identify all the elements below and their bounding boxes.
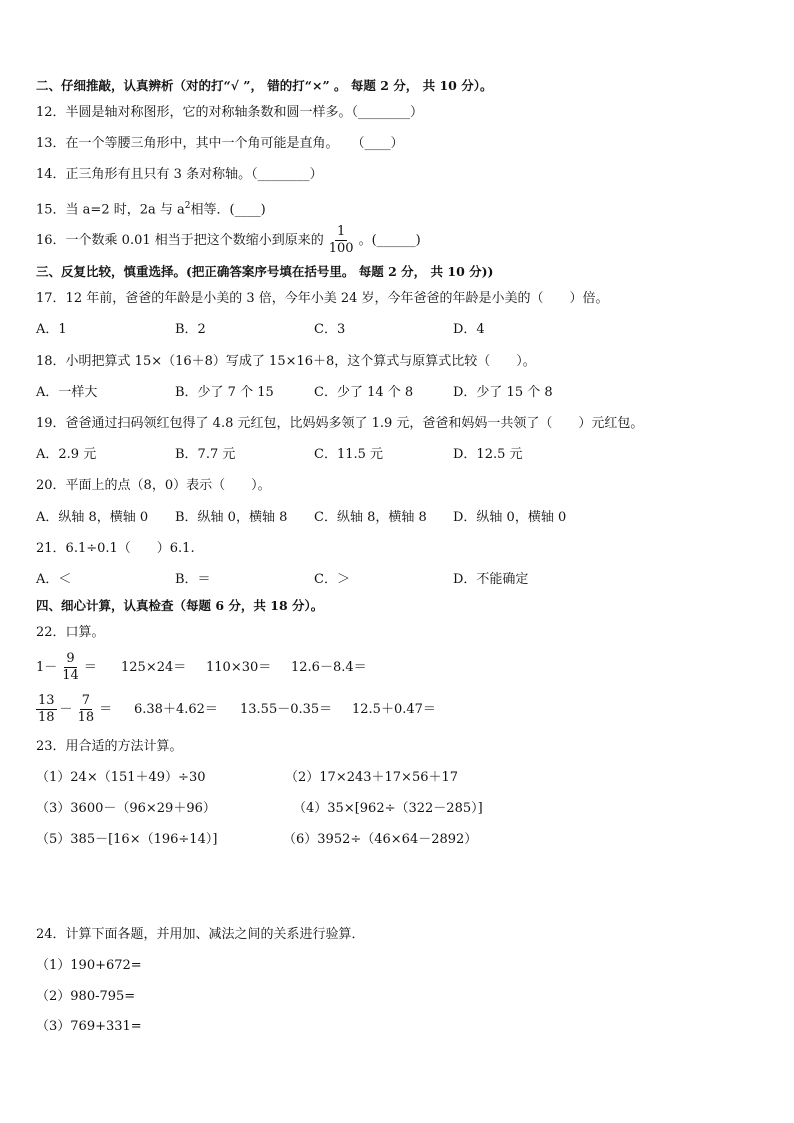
q23-item-3: （3）3600－（96×29＋96） (36, 801, 216, 816)
q22-row1-fraction-item (36, 650, 97, 686)
q20-option-c: C．纵轴 8，横轴 8 (314, 510, 427, 525)
q24-item-1: （1）190+672= (36, 958, 142, 973)
q23-item-1: （1）24×（151＋49）÷30 (36, 770, 206, 785)
q22-r2-denominator-1: 18 (38, 710, 55, 725)
q17-option-c: C．3 (314, 322, 346, 337)
q24-item-3: （3）769+331= (36, 1019, 142, 1034)
question-19: 19．爸爸通过扫码领红包得了 4.8 元红包，比妈妈多领了 1.9 元，爸爸和妈妈一共领了（ ）元红包。 (36, 416, 644, 431)
q15-exponent: 2 (184, 201, 191, 211)
q18-option-c: C．少了 14 个 8 (314, 385, 414, 400)
q22-row2-item-3: 13.55－0.35＝ (240, 702, 333, 717)
q18-option-b: B．少了 7 个 15 (175, 385, 274, 400)
q19-option-a: A．2.9 元 (36, 447, 97, 462)
q18-option-a: A．一样大 (36, 385, 98, 400)
question-15 (36, 197, 266, 219)
q22-row1-item-2: 125×24＝ (121, 660, 187, 675)
q21-option-a: A．＜ (36, 572, 72, 587)
q19-option-d: D．12.5 元 (453, 447, 523, 462)
q21-option-d: D．不能确定 (453, 572, 529, 587)
question-12: 12．半圆是轴对称图形，它的对称轴条数和圆一样多。（________） (36, 105, 424, 120)
q22-row1-item-4: 12.6－8.4＝ (291, 660, 367, 675)
q19-option-b: B．7.7 元 (175, 447, 236, 462)
question-20: 20．平面上的点（8，0）表示（ ）。 (36, 478, 271, 493)
q22-r2-fraction-1 (36, 693, 57, 726)
q17-option-d: D．4 (453, 322, 485, 337)
q15-post: 相等．(____) (190, 202, 266, 218)
q18-option-d: D．少了 15 个 8 (453, 385, 553, 400)
q22-r1-prefix: 1－ (36, 660, 58, 675)
q19-option-c: C．11.5 元 (314, 447, 384, 462)
q22-r2-denominator-2: 18 (77, 710, 95, 725)
q22-row2-item-2: 6.38＋4.62＝ (134, 702, 218, 717)
q22-row2-item-4: 12.5＋0.47＝ (352, 702, 436, 717)
q15-pre: 15．当 a=2 时，2a 与 a (36, 202, 185, 218)
question-22-title: 22．口算。 (36, 625, 105, 640)
q20-option-b: B．纵轴 0，横轴 8 (175, 510, 288, 525)
q22-row1-item-3: 110×30＝ (206, 660, 272, 675)
q24-item-2: （2）980-795= (36, 989, 136, 1004)
q22-row2-fraction-item (36, 692, 112, 728)
q16-numerator: 1 (337, 224, 346, 239)
question-17: 17．12 年前，爸爸的年龄是小美的 3 倍，今年小美 24 岁，今年爸爸的年龄是小美的（ ）倍。 (36, 291, 609, 306)
section4-heading: 四、细心计算，认真检查（每题 6 分，共 18 分）。 (36, 598, 324, 613)
q23-item-4: （4）35×[962÷（322－285）] (293, 801, 483, 816)
q21-option-b: B．＝ (175, 572, 211, 587)
q16-post: 。(______) (358, 233, 421, 248)
question-24-title: 24．计算下面各题，并用加、减法之间的关系进行验算． (36, 927, 365, 942)
q22-r1-denominator: 14 (62, 668, 79, 683)
section3-heading: 三、反复比较，慎重选择。(把正确答案序号填在括号里。 每题 2 分， 共 10 分)) (36, 264, 494, 279)
q17-option-b: B．2 (175, 322, 206, 337)
q23-item-5: （5）385－[16×（196÷14）] (36, 832, 218, 847)
q22-r1-numerator: 9 (66, 651, 75, 666)
q20-option-a: A．纵轴 8，横轴 0 (36, 510, 149, 525)
q22-r2-numerator-1: 13 (38, 693, 55, 708)
q20-option-d: D．纵轴 0，横轴 0 (453, 510, 567, 525)
question-21: 21．6.1÷0.1（ ）6.1. (36, 541, 195, 556)
q22-r1-fraction (60, 651, 81, 684)
question-23-title: 23．用合适的方法计算。 (36, 739, 183, 754)
section2-heading: 二、仔细推敲，认真辨析（对的打“√ ”， 错的打“×” 。 每题 2 分， 共 10 分）。 (36, 78, 493, 93)
q16-denominator: 100 (328, 241, 354, 256)
q22-r2-numerator-2: 7 (81, 693, 90, 708)
q22-r2-minus: － (59, 702, 73, 717)
q22-r2-suffix: ＝ (99, 702, 113, 717)
question-14: 14．正三角形有且只有 3 条对称轴。（________） (36, 167, 323, 182)
question-16 (36, 223, 421, 259)
q23-item-2: （2）17×243＋17×56＋17 (285, 770, 459, 785)
question-13: 13．在一个等腰三角形中，其中一个角可能是直角。 （____） (36, 136, 404, 151)
q21-option-c: C．＞ (314, 572, 350, 587)
q17-option-a: A．1 (36, 322, 67, 337)
q23-item-6: （6）3952÷（46×64－2892） (283, 832, 478, 847)
q16-pre: 16．一个数乘 0.01 相当于把这个数缩小到原来的 (36, 233, 324, 248)
question-18: 18．小明把算式 15×（16＋8）写成了 15×16＋8，这个算式与原算式比较（ ）。 (36, 354, 536, 369)
q16-fraction (327, 224, 356, 257)
q22-r1-suffix: ＝ (83, 660, 97, 675)
q22-r2-fraction-2 (76, 693, 97, 726)
